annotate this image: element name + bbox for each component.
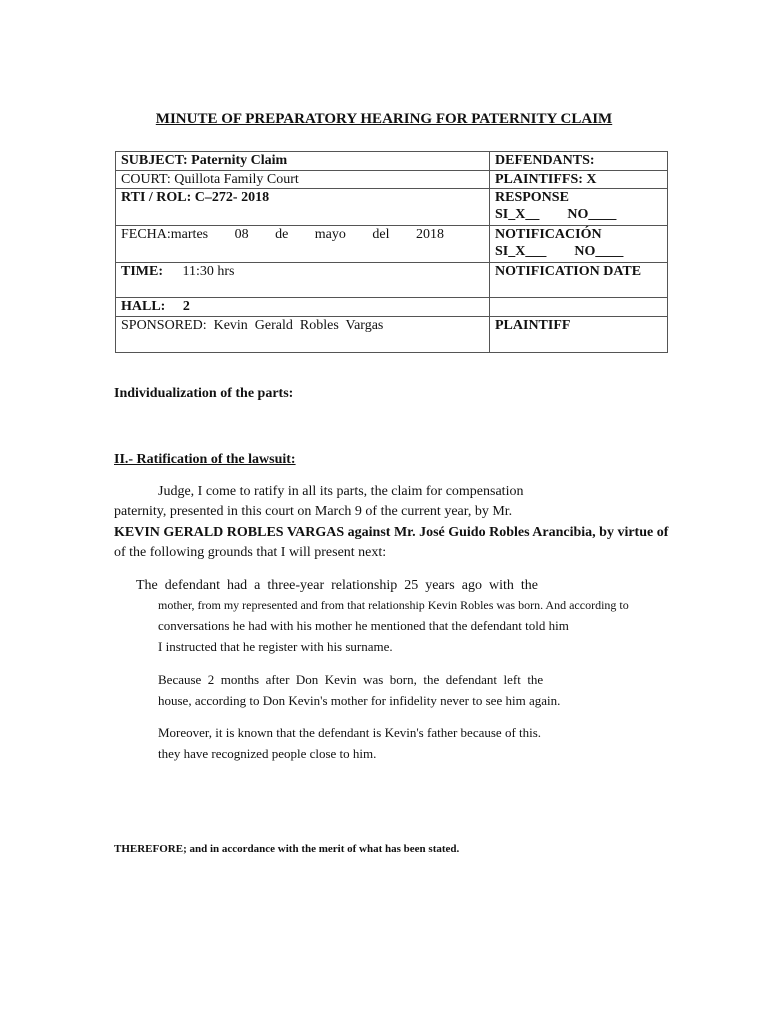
notificacion-label: NOTIFICACIÓN — [495, 227, 602, 242]
table-row — [116, 263, 668, 298]
subject-cell: SUBJECT: Paternity Claim — [116, 152, 490, 171]
court-cell: COURT: Quillota Family Court — [116, 171, 490, 189]
hall-cell: HALL: 2 — [116, 298, 490, 317]
grounds-p1-line-4: I instructed that he register with his surname. — [158, 639, 393, 654]
fecha-word: del — [372, 227, 390, 242]
fecha-word: mayo — [314, 227, 346, 242]
fecha-word: 08 — [234, 227, 249, 242]
table-row — [116, 317, 668, 353]
notification-date-cell: NOTIFICATION DATE — [490, 263, 668, 298]
plaintiff-cell: PLAINTIFF — [490, 317, 668, 353]
fecha-cell — [116, 226, 490, 263]
table-row — [116, 189, 668, 226]
notificacion-cell — [490, 226, 668, 263]
time-label: TIME: — [121, 264, 163, 279]
response-cell — [490, 189, 668, 226]
grounds-p1-line-1: The defendant had a three-year relationship 25 years ago with the — [136, 578, 538, 593]
document-title: MINUTE OF PREPARATORY HEARING FOR PATERNITY CLAIM — [155, 111, 613, 127]
grounds-p2-line-1: Because 2 months after Don Kevin was born, the defendant left the — [158, 672, 544, 687]
fecha-word: 2018 — [415, 227, 444, 242]
table-row — [116, 298, 668, 317]
grounds-p1-line-2: mother, from my represented and from that relationship Kevin Robles was born. And according to — [158, 598, 629, 612]
table-row — [116, 171, 668, 189]
fecha-word: FECHA:martes — [121, 227, 209, 242]
hearing-info-table — [115, 151, 668, 353]
ratification-line-2: paternity, presented in this court on March 9 of the current year, by Mr. — [114, 504, 513, 519]
notificacion-value: SI_X___ NO____ — [495, 244, 624, 259]
table-row — [116, 152, 668, 171]
response-label: RESPONSE — [495, 190, 569, 205]
grounds-p1-line-3: conversations he had with his mother he mentioned that the defendant told him — [158, 618, 569, 633]
ratification-heading: II.- Ratification of the lawsuit: — [114, 452, 296, 467]
response-value: SI_X__ NO____ — [495, 207, 617, 222]
therefore-text: THEREFORE; and in accordance with the merit of what has been stated. — [114, 843, 460, 855]
ratification-line-3: KEVIN GERALD ROBLES VARGAS against Mr. José Guido Robles Arancibia, by virtue of — [114, 525, 669, 540]
time-cell — [116, 263, 490, 298]
plaintiffs-cell: PLAINTIFFS: X — [490, 171, 668, 189]
grounds-p3-line-2: they have recognized people close to him. — [158, 746, 377, 761]
time-value: 11:30 hrs — [182, 264, 235, 279]
ratification-line-4: of the following grounds that I will present next: — [114, 545, 387, 560]
empty-cell — [490, 298, 668, 317]
grounds-p3-line-1: Moreover, it is known that the defendant is Kevin's father because of this. — [158, 725, 542, 740]
rti-cell: RTI / ROL: C–272- 2018 — [116, 189, 490, 226]
grounds-p2-line-2: house, according to Don Kevin's mother for infidelity never to see him again. — [158, 693, 561, 708]
table-row — [116, 226, 668, 263]
individualization-heading: Individualization of the parts: — [114, 386, 294, 401]
defendants-cell: DEFENDANTS: — [490, 152, 668, 171]
fecha-word: de — [275, 227, 289, 242]
ratification-line-1: Judge, I come to ratify in all its parts, the claim for compensation — [158, 484, 524, 499]
sponsored-cell: SPONSORED: Kevin Gerald Robles Vargas — [116, 317, 490, 353]
